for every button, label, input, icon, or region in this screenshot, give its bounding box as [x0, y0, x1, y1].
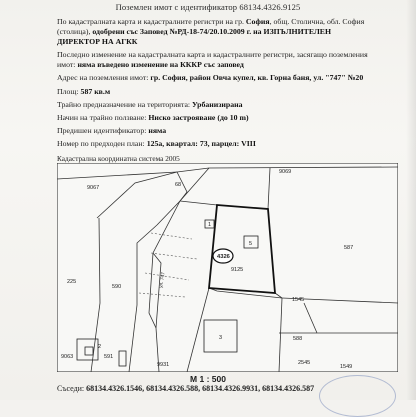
info-line-2: (столица), одобрени със Заповед №РД-18-74/20.10.2009 г. на ИЗПЪЛНИТЕЛЕН: [57, 27, 332, 36]
label-9931: 9931: [157, 362, 170, 368]
label-587: 587: [344, 245, 354, 251]
usage-line: Начин на трайно ползване: Ниско застрояване (до 10 m): [57, 113, 249, 122]
label-1545: 1545: [292, 297, 305, 303]
neighbors-value: 68134.4326.1546, 68134.4326.588, 68134.4326.9931, 68134.4326.587: [86, 384, 315, 393]
label-9069: 9069: [279, 169, 292, 175]
cadastral-map: [57, 163, 398, 372]
label-building-1: 1: [208, 222, 212, 228]
main-parcel-id: 4326: [217, 254, 230, 260]
map-caption: Кадастрална координатна система 2005: [57, 154, 180, 163]
page-edge-shadow: [406, 0, 416, 400]
label-building-3: 3: [219, 335, 223, 341]
label-2545: 2545: [298, 360, 311, 366]
label-9067: 9067: [87, 185, 100, 191]
previous-id-line: Предишен идентификатор: няма: [57, 126, 167, 135]
label-588: 588: [293, 336, 303, 342]
info-line-3: ДИРЕКТОР НА АГКК: [57, 37, 138, 46]
label-225: 225: [67, 279, 77, 285]
label-68: 68: [175, 182, 182, 188]
label-9063: 9063: [61, 354, 74, 360]
label-building-2: 2: [98, 344, 102, 350]
info-line-4: Последно изменение на кадастралната карта и кадастралните регистри, засягащо поземления: [57, 50, 368, 59]
label-9125: 9125: [231, 267, 244, 273]
label-591: 591: [104, 354, 114, 360]
document-title: Поземлен имот с идентификатор 68134.4326.9125: [115, 2, 301, 12]
label-1549: 1549: [340, 364, 353, 370]
label-590: 590: [112, 284, 122, 290]
previous-plan-line: Номер по предходен план: 125а, квартал: 73, парцел: VIII: [57, 139, 256, 148]
official-stamp: [319, 375, 396, 417]
info-line-5: имот: няма въведено изменение на КККР със заповед: [57, 60, 244, 69]
address-line: Адрес на поземления имот: гр. София, район Овча купел, кв. Горна баня, ул. "747" №20: [57, 73, 364, 82]
map-scale: М 1 : 500: [190, 374, 226, 384]
street-label: ул. 747: [159, 271, 167, 289]
info-line-1: По кадастралната карта и кадастралните регистри на гр. София, общ. Столична, обл. София: [57, 17, 365, 26]
purpose-line: Трайно предназначение на територията: Урбанизирана: [57, 100, 243, 109]
label-building-5: 5: [249, 241, 253, 247]
neighbors-line: [57, 384, 314, 393]
neighbors-label: Съседи:: [57, 384, 85, 393]
area-line: Площ: 587 кв.м: [57, 87, 111, 96]
